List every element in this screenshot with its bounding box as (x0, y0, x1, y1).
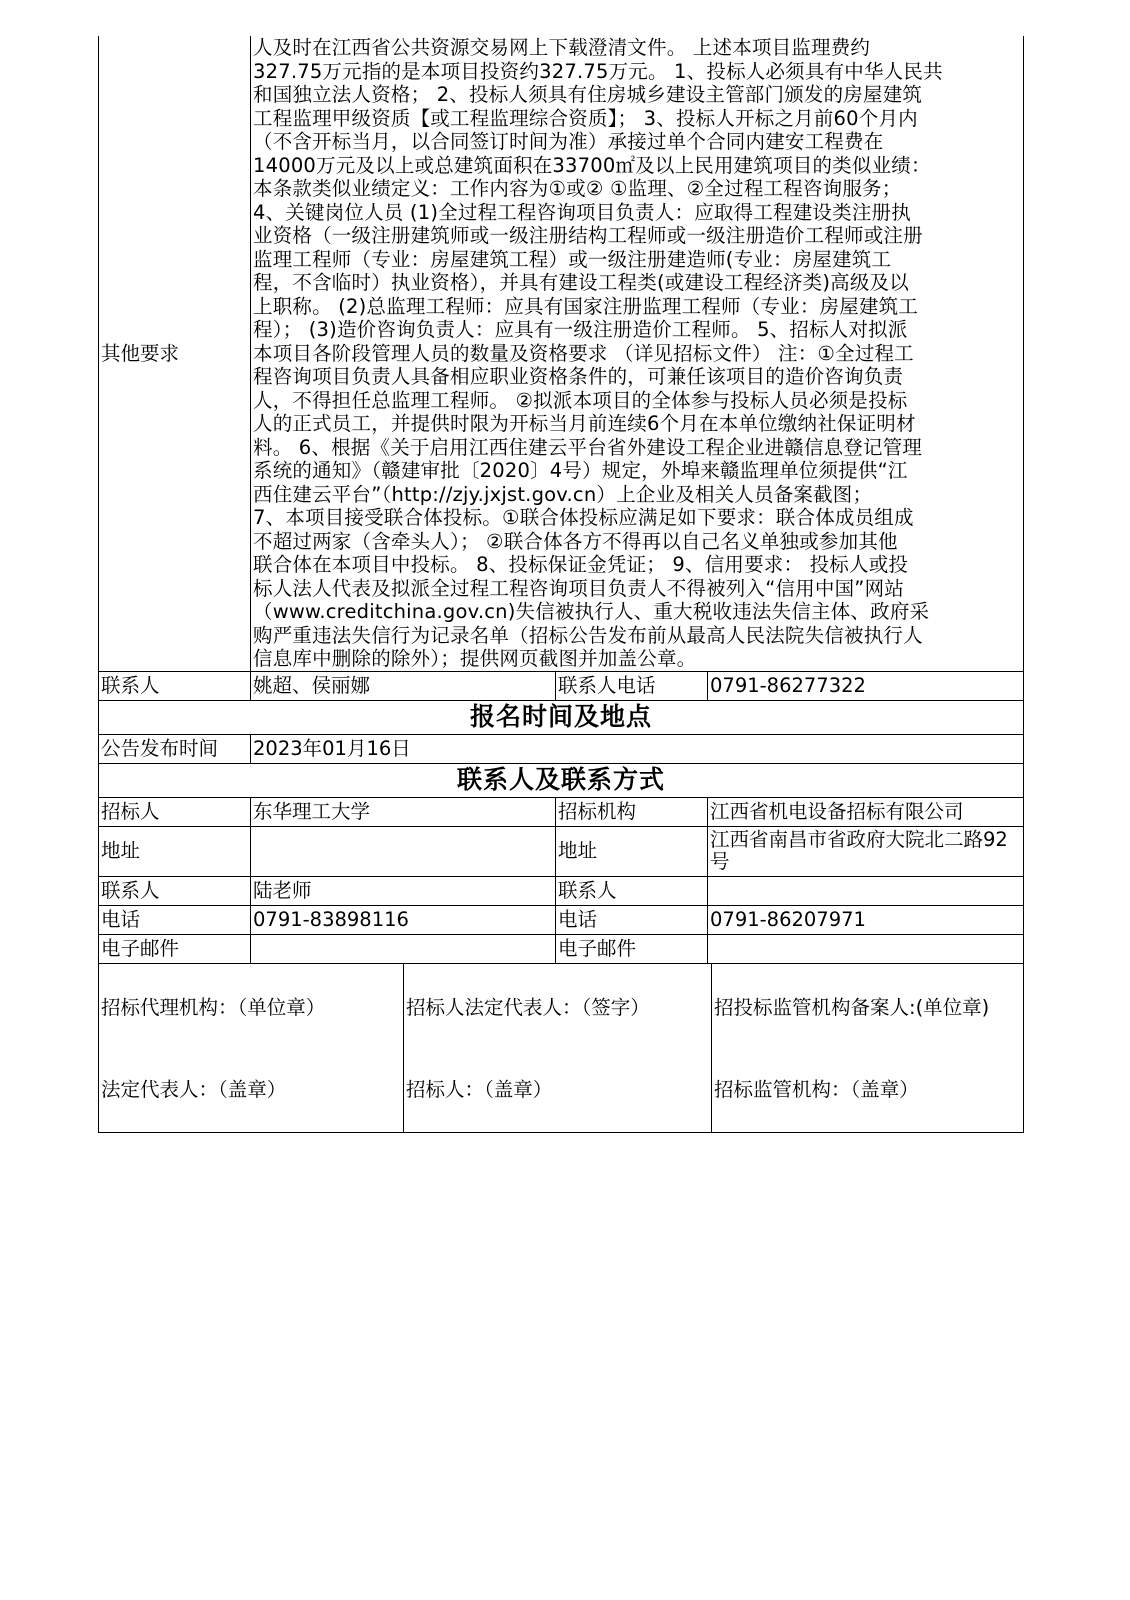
tenderer-contact-label: 联系人 (99, 876, 251, 905)
requirement-line: 4、关键岗位人员 (1)全过程工程咨询项目负责人：应取得工程建设类注册执 (253, 200, 911, 224)
requirement-line: （www.creditchina.gov.cn)失信被执行人、重大税收违法失信主体、政府采 (253, 600, 930, 623)
signature-agency-cell (99, 964, 404, 1133)
tenderer-phone-value: 0791-83898116 (251, 905, 556, 934)
agency-label: 招标机构 (556, 797, 708, 826)
signature-supervision-cell (712, 964, 1024, 1133)
agency-contact-value (708, 876, 1024, 905)
contacts-section-row (99, 763, 1024, 797)
requirement-line: 7、本项目接受联合体投标。①联合体投标应满足如下要求：联合体成员组成 (253, 506, 914, 529)
requirement-line: 业资格（一级注册建筑师或一级注册结构工程师或一级注册造价工程师或注册 (253, 224, 923, 247)
agency-email-value (708, 934, 1024, 963)
publish-time-label: 公告发布时间 (99, 734, 251, 763)
requirement-line: 不超过两家（含牵头人）； ②联合体各方不得再以自己名义单独或参加其他 (253, 529, 898, 553)
requirement-line: 西住建云平台”（http://zjy.jxjst.gov.cn）上企业及相关人员备案截图； (253, 482, 873, 506)
agency-phone-label: 电话 (556, 905, 708, 934)
other-requirements-text (251, 36, 1024, 671)
requirement-line: 人，不得担任总监理工程师。 ②拟派本项目的全体参与投标人员必须是投标 (253, 388, 908, 412)
publish-time-value: 2023年01月16日 (251, 734, 1024, 763)
supervision-seal-label: 招标监管机构：（盖章） (714, 1077, 919, 1101)
agency-address-value: 江西省南昌市省政府大院北二路92号 (708, 826, 1024, 876)
registration-section-title: 报名时间及地点 (99, 700, 1024, 734)
contact-phone-value: 0791-86277322 (708, 671, 1024, 700)
tenderer-phone-label: 电话 (99, 905, 251, 934)
requirement-line: 料。 6、根据《关于启用江西住建云平台省外建设工程企业进赣信息登记管理 (253, 435, 923, 459)
contacts-section-title: 联系人及联系方式 (99, 763, 1024, 797)
publish-time-row (99, 734, 1024, 763)
tenderer-address-label: 地址 (99, 826, 251, 876)
requirement-line: 信息库中删除的除外）；提供网页截图并加盖公章。 (253, 647, 697, 670)
agency-contact-label: 联系人 (556, 876, 708, 905)
requirement-line: 和国独立法人资格； 2、投标人须具有住房城乡建设主管部门颁发的房屋建筑 (253, 83, 923, 106)
requirement-line: 上职称。 (2)总监理工程师：应具有国家注册监理工程师（专业：房屋建筑工 (253, 294, 919, 318)
registration-section-row (99, 700, 1024, 734)
tenderer-contact-value: 陆老师 (251, 876, 556, 905)
requirement-line: 标人法人代表及拟派全过程工程咨询项目负责人不得被列入“信用中国”网站 (253, 576, 905, 600)
requirement-line: 人及时在江西省公共资源交易网上下载澄清文件。 上述本项目监理费约 (253, 36, 871, 59)
requirement-line: 系统的通知》（赣建审批〔2020〕4号）规定，外埠来赣监理单位须提供“江 (253, 459, 908, 482)
requirement-line: 程，不含临时）执业资格），并具有建设工程类(或建设工程经济类)高级及以 (253, 271, 909, 294)
table-row (99, 826, 1024, 876)
supervision-filing-label: 招投标监管机构备案人:(单位章) (714, 995, 990, 1019)
agency-phone-value: 0791-86207971 (708, 905, 1024, 934)
requirement-line: 327.75万元指的是本项目投资约327.75万元。 1、投标人必须具有中华人民共 (253, 59, 943, 83)
other-requirements-label: 其他要求 (99, 36, 251, 671)
contact-person-value: 姚超、侯丽娜 (251, 671, 556, 700)
document-frame (98, 36, 1023, 1133)
agency-email-label: 电子邮件 (556, 934, 708, 963)
contact-person-row (99, 671, 1024, 700)
requirement-line: 工程监理甲级资质【或工程监理综合资质】； 3、投标人开标之月前60个月内 (253, 106, 918, 130)
signature-tenderer-cell (404, 964, 712, 1133)
other-requirements-row (99, 36, 1024, 671)
tenderer-legal-rep-sign-label: 招标人法定代表人：（签字） (406, 995, 650, 1019)
requirement-line: 联合体在本项目中投标。 8、投标保证金凭证； 9、信用要求： 投标人或投 (253, 553, 909, 576)
requirement-line: 14000万元及以上或总建筑面积在33700㎡及以上民用建筑项目的类似业绩： (253, 153, 931, 177)
requirement-line: 人的正式员工，并提供时限为开标当月前连续6个月在本单位缴纳社保证明材 (253, 412, 916, 435)
signature-row (99, 964, 1024, 1133)
requirement-line: 本条款类似业绩定义：工作内容为①或② ①监理、②全过程工程咨询服务； (253, 177, 902, 200)
requirement-line: 监理工程师（专业：房屋建筑工程）或一级注册建造师(专业：房屋建筑工 (253, 247, 892, 271)
info-table (98, 36, 1024, 964)
tenderer-email-value (251, 934, 556, 963)
requirement-line: （不含开标当月，以合同签订时间为准）承接过单个合同内建安工程费在 (253, 130, 884, 153)
legal-rep-seal-label: 法定代表人：（盖章） (101, 1077, 287, 1101)
agency-value: 江西省机电设备招标有限公司 (708, 797, 1024, 826)
tenderer-label: 招标人 (99, 797, 251, 826)
table-row (99, 934, 1024, 963)
requirement-line: 程咨询项目负责人具备相应职业资格条件的，可兼任该项目的造价咨询负责 (253, 365, 904, 388)
contact-phone-label: 联系人电话 (556, 671, 708, 700)
tenderer-seal-label: 招标人：（盖章） (406, 1077, 553, 1101)
tenderer-value: 东华理工大学 (251, 797, 556, 826)
signature-table (98, 964, 1024, 1133)
table-row (99, 797, 1024, 826)
contact-person-label: 联系人 (99, 671, 251, 700)
requirement-line: 本项目各阶段管理人员的数量及资格要求 （详见招标文件） 注：①全过程工 (253, 341, 914, 365)
tenderer-email-label: 电子邮件 (99, 934, 251, 963)
agency-seal-label: 招标代理机构：（单位章） (101, 995, 326, 1019)
table-row (99, 905, 1024, 934)
agency-address-label: 地址 (556, 826, 708, 876)
requirement-line: 购严重违法失信行为记录名单（招标公告发布前从最高人民法院失信被执行人 (253, 623, 923, 647)
tenderer-address-value (251, 826, 556, 876)
requirement-line: 程）； (3)造价咨询负责人：应具有一级注册造价工程师。 5、招标人对拟派 (253, 318, 908, 341)
table-row (99, 876, 1024, 905)
